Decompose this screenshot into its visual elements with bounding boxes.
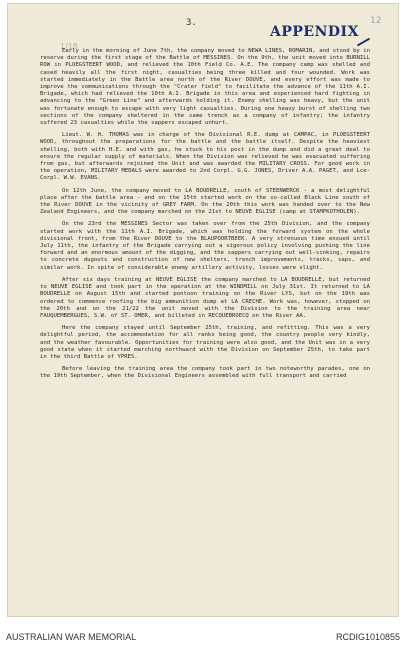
page-number: 3. (186, 18, 197, 28)
paragraph: Here the company stayed until September 25th, training, and refitting. This was a very delightful period, the accommodation for all ranks being good, the country people very kindly, and the weather favourable. Opportunities for training were also good, and the Unit was in a very good state when it started marching northward with the Division on September 25th, to take part in the third Battle of YPRES. (40, 325, 370, 360)
paragraph: Early in the morning of June 7th, the company moved to NEWA LINES, ROMARIN, and stood by in reserve during the first stage of the Battle of MESSINES. On the 9th, the unit moved into BURNILL ROW in PLOEGSTEERT WOOD, and relieved the 10th Field Co. A.E. The company camp was shelled and cased heavily all the first night, casualties being three killed and four wounded. Work was started immediately in the Battle area north of the River DOUVE, and every effort was made to improve the communications through the "Crater field" to facilitate the advance of the 11th A.I. Brigade, which had relieved the 10th A.I. Brigade in this area and experienced hard fighting in advancing to the "Green Line" and afterwards holding it. Enemy shelling was heavy, but the unit was fortunate enough to escape with very light casualties. During one heavy burst of shelling two sections of the company sheltered in the same trench as a company of infantry; the infantry suffered 23 casualties while the sappers escaped unhurt. (40, 48, 370, 127)
paragraph: After six days training at NEUVE EGLISE the company marched to LA BOUDRELLE, but returned to NEUVE EGLISE and took part in the operation at the WINDMILL on July 31st. It returned to LA BOUDRELLE on August 15th and started pontoon training on the River LYS, but on the 19th was ordered to commence roofing the big ammunition dump at LA CRECHE. Work was, however, stopped on the 20th and on the 21/22 the unit moved with the Division to the training area near FAUQUEMBERGUES, S.W. of ST. OMER, and billeted in RECQUEBROECQ on the River AA. (40, 276, 370, 319)
paragraph: Lieut. W. H. THOMAS was in charge of the Divisional R.E. dump at CAMPAC, in PLOEGSTEERT WOOD, throughout the preparations for the battle and the battle itself. Despite the heaviest shelling, both with H.E. and with gas, he stuck to his post in the dump and did a great deal to ensure the regular supply of materials. When the Division was relieved he was evacuated suffering from gas, but afterwards rejoined the Unit and was awarded the MILITARY CROSS. For good work in the operation, MILITARY MEDALS were awarded to 2nd Corpl. G.G. JONES, Driver A.A. PAGET, and Lce-Corpl. W.W. EVANS. (40, 132, 370, 182)
appendix-label: APPENDIX (270, 24, 359, 40)
footer-archive-label: AUSTRALIAN WAR MEMORIAL (6, 632, 137, 642)
paragraph: On the 23rd the MESSINES Sector was taken over from the 25th Division, and the company started work with the 11th A.I. Brigade, which was holding the forward system on the whole divisional front, from the River DOUVE to the BLAUPOORTBEEK. A very strenuous time ensued until July 11th, the infantry of the Brigade carrying out a vigorous policy involving pushing the line forward and an enormous amount of the digging, and the sappers carrying out well-sinking, repairs to concrete dugouts and construction of new shelters, trench improvements, tracks, saps, and similar work. In spite of considerable enemy artillery activity, losses were slight. (40, 221, 370, 271)
document-body (40, 48, 370, 386)
paragraph: On 12th June, the company moved to LA BOUDRELLE, south of STEENWERCK - a most delightful place after the battle area - and on the 15th started work on the so-called Black Line south of the River DOUVE in the vicinity of GREY FARM. On the 20th this work was handed over to the New Zealand Engineers, and the company marched on the 21st to NEUVE EGLISE (camp at STAMPKOTHOLEN). (40, 187, 370, 216)
paragraph: Before leaving the training area the company took part in two noteworthy parades, one on the 19th September, when the Divisional Engineers assembled with full transport and carried (40, 366, 370, 380)
document-page (8, 4, 398, 616)
footer-record-id: RCDIG1010855 (335, 632, 400, 642)
pencil-annotation: 1/18 (60, 42, 78, 51)
corner-annotation: 12 (370, 16, 382, 26)
